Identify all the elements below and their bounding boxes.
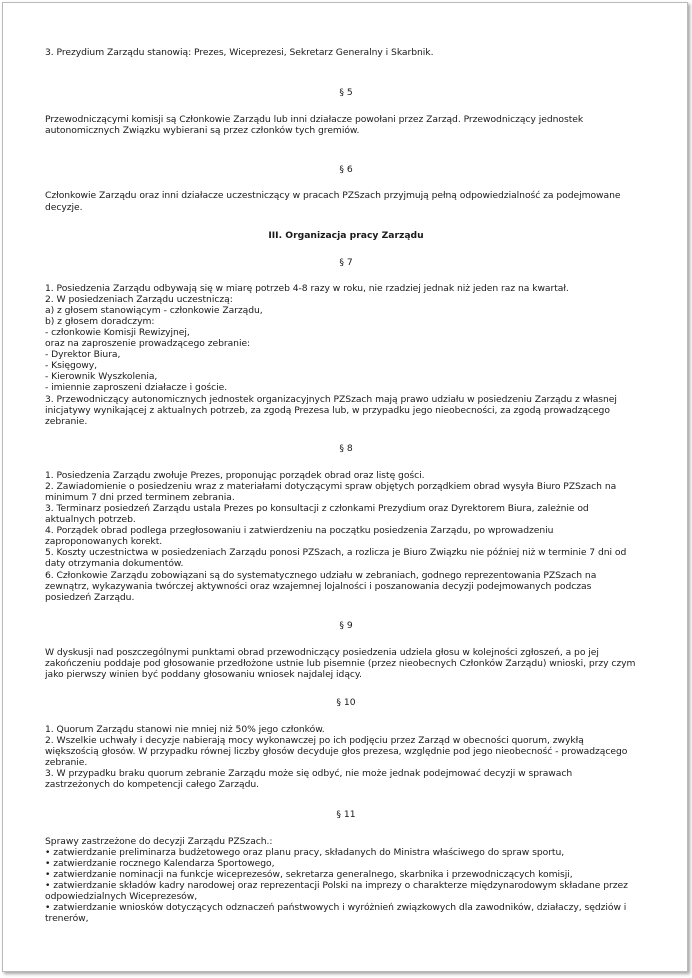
section-8-line: daty otrzymania dokumentów. [45, 558, 184, 569]
section-6-line: Członkowie Zarządu oraz inni działacze uczestniczący w pracach PZSzach przyjmują pełną odpowiedzialność za podejmowane [45, 190, 621, 201]
section-10-line: 2. Wszelkie uchwały i decyzje nabierają mocy wykonawczej po ich podjęciu przez Zarząd w obecności quorum, zwykłą [45, 735, 584, 746]
section-6-title: § 6 [339, 164, 353, 175]
section-7-line: oraz na zaproszenie prowadzącego zebranie: [45, 338, 251, 349]
section-7-line: - członkowie Komisji Rewizyjnej, [45, 327, 190, 338]
chapter-3-heading: III. Organizacja pracy Zarządu [268, 230, 424, 241]
presidium-line: 3. Prezydium Zarządu stanowią: Prezes, Wiceprezesi, Sekretarz Generalny i Skarbnik. [45, 47, 434, 58]
section-11-line: • zatwierdzanie nominacji na funkcje wiceprezesów, sekretarza generalnego, skarbnika i przewodniczących komisji, [45, 869, 573, 880]
section-8-line: 5. Koszty uczestnictwa w posiedzeniach Zarządu ponosi PZSzach, a rozlicza je Biuro Związku nie później niż w terminie 7 dni od [45, 547, 627, 558]
section-11-title: § 11 [336, 809, 356, 820]
section-8-title: § 8 [339, 443, 353, 454]
section-7-line: - Dyrektor Biura, [45, 349, 121, 360]
section-7-line: - Kierownik Wyszkolenia, [45, 371, 158, 382]
section-8-line: 2. Zawiadomienie o posiedzeniu wraz z materiałami dotyczącymi spraw objętych porządkiem obrad wysyła Biuro PZSzach na [45, 481, 617, 492]
document-page [2, 2, 688, 972]
section-7-line: - Księgowy, [45, 360, 98, 371]
section-9-line: jako pierwszy winien być poddany głosowaniu wniosek najdalej idący. [45, 669, 362, 680]
section-11-line: • zatwierdzanie preliminarza budżetowego oraz planu pracy, składanych do Ministra właściwego do spraw sportu, [45, 847, 565, 858]
section-7-line: zebranie. [45, 416, 88, 427]
section-10-line: 3. W przypadku braku quorum zebranie Zarządu może się odbyć, nie może jednak podejmować decyzji w sprawach [45, 768, 573, 779]
section-11-line: • zatwierdzanie rocznego Kalendarza Sportowego, [45, 858, 275, 869]
section-10-line: zastrzeżonych do kompetencji całego Zarządu. [45, 779, 260, 790]
section-8-line: 4. Porządek obrad podlega przegłosowaniu i zatwierdzeniu na początku posiedzenia Zarządu, po wprowadzeniu [45, 525, 554, 536]
section-8-line: aktualnych potrzeb. [45, 514, 136, 525]
section-5-line: autonomicznych Związku wybierani są przez członków tych gremiów. [45, 125, 360, 136]
section-7-line: 1. Posiedzenia Zarządu odbywają się w miarę potrzeb 4-8 razy w roku, nie rzadziej jednak niż jeden raz na kwartał. [45, 283, 569, 294]
section-11-line: trenerów, [45, 913, 89, 924]
section-8-line: zaproponowanych korekt. [45, 536, 163, 547]
section-8-line: 3. Terminarz posiedzeń Zarządu ustala Prezes po konsultacji z członkami Prezydium oraz Dyrektorem Biura, zależnie od [45, 503, 589, 514]
section-7-line: 3. Przewodniczący autonomicznych jednostek organizacyjnych PZSzach mają prawo udziału w posiedzeniu Zarządu z własnej [45, 394, 617, 405]
section-7-line: a) z głosem stanowiącym - członkowie Zarządu, [45, 305, 263, 316]
section-6-line: decyzje. [45, 202, 83, 213]
section-5-title: § 5 [339, 87, 353, 98]
section-7-line: 2. W posiedzeniach Zarządu uczestniczą: [45, 294, 233, 305]
section-11-line: odpowiedzialnych Wiceprezesów, [45, 891, 198, 902]
section-11-line: • zatwierdzanie wniosków dotyczących odznaczeń państwowych i wyróżnień związkowych dla zawodników, działaczy, sędziów i [45, 902, 627, 913]
section-8-line: 1. Posiedzenia Zarządu zwołuje Prezes, proponując porządek obrad oraz listę gości. [45, 470, 425, 481]
section-11-line: • zatwierdzanie składów kadry narodowej oraz reprezentacji Polski na imprezy o charakterze międzynarodowym składane przez [45, 880, 628, 891]
section-7-title: § 7 [339, 257, 353, 268]
section-7-line: b) z głosem doradczym: [45, 316, 155, 327]
section-10-title: § 10 [336, 697, 356, 708]
section-10-line: 1. Quorum Zarządu stanowi nie mniej niż 50% jego członków. [45, 724, 325, 735]
section-7-line: - imiennie zaproszeni działacze i goście. [45, 382, 228, 393]
section-5-line: Przewodniczącymi komisji są Członkowie Zarządu lub inni działacze powołani przez Zarząd. Przewodniczący jednostek [45, 114, 584, 125]
section-8-line: minimum 7 dni przed terminem zebrania. [45, 492, 235, 503]
section-11-line: Sprawy zastrzeżone do decyzji Zarządu PZSzach.: [45, 836, 273, 847]
section-9-title: § 9 [339, 620, 353, 631]
section-7-line: inicjatywy wynikającej z aktualnych potrzeb, za zgodą Prezesa lub, w przypadku jego nieobecności, za zgodą prowadzącego [45, 405, 610, 416]
section-10-line: większością głosów. W przypadku równej liczby głosów decyduje głos prezesa, względnie pod jego nieobecność - prowadzącego [45, 746, 628, 757]
section-8-line: 6. Członkowie Zarządu zobowiązani są do systematycznego udziału w zebraniach, godnego reprezentowania PZSzach na [45, 570, 597, 581]
section-10-line: zebranie. [45, 757, 88, 768]
section-8-line: zewnątrz, wykazywania twórczej aktywności oraz wzajemnej lojalności i poszanowania decyzji podejmowanych podczas [45, 581, 592, 592]
section-9-line: W dyskusji nad poszczególnymi punktami obrad przewodniczący posiedzenia udziela głosu w kolejności zgłoszeń, a po jej [45, 647, 599, 658]
section-9-line: zakończeniu poddaje pod głosowanie przedłożone ustnie lub pisemnie (przez nieobecnych Członków Zarządu) wnioski, przy czym [45, 658, 636, 669]
section-8-line: posiedzeń Zarządu. [45, 592, 135, 603]
